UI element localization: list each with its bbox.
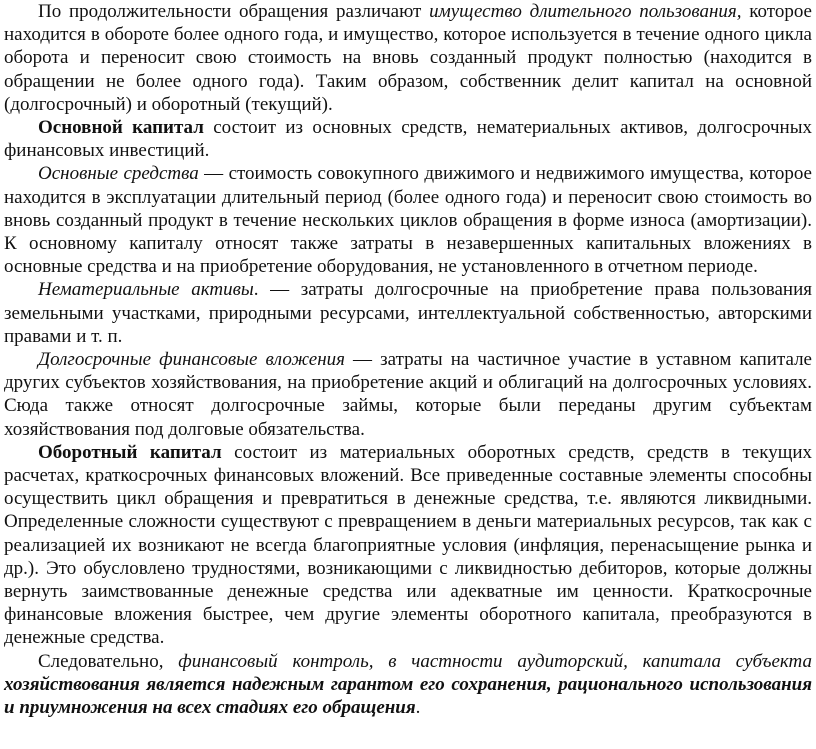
emphasis-financial-control: финансовый контроль, в частности аудиторский, капитала субъекта	[178, 650, 812, 672]
paragraph-duration-of-circulation	[4, 0, 812, 116]
term-working-capital: Оборотный капитал	[38, 441, 222, 463]
text-period: .	[415, 697, 421, 719]
term-fixed-capital: Основной капитал	[38, 117, 204, 139]
term-fixed-assets: Основные средства	[38, 163, 199, 185]
text-intro: Следовательно,	[38, 650, 179, 672]
term-long-term-investments: Долгосрочные финансовые вложения	[38, 349, 345, 371]
paragraph-fixed-capital	[4, 116, 812, 162]
text-intro: По продолжительности обращения различают	[38, 1, 430, 22]
text-body: состоит из материальных оборотных средств, средств в текущих расчетах, краткосрочных финансовых вложений. Все приведенные составные элементы способны осуществить цикл обращения и превратиться в денежные средства, т.е. являются ликвидными. Определенные сложности существуют с превращением в деньги материальных ресурсов, так как с реализацией их возникают не всегда благоприятные условия (инфляция, перенасыщение рынка и др.). Это обусловлено трудностями, возникающими с ликвидностью дебиторов, которые должны вернуть заимствованные денежные средства или адекватные им ценности. Краткосрочные финансовые вложения быстрее, чем другие элементы оборотного капитала, преобразуются в денежные средства.	[4, 441, 813, 649]
term-intangible-assets: Нематериальные активы	[38, 279, 254, 301]
text-body: . — затраты долгосрочные на приобретение права пользования земельными участками, природными ресурсами, интеллектуальной собственностью, авторскими правами и т. п.	[4, 279, 812, 347]
term-long-term-property: имущество длительного пользования,	[429, 1, 742, 22]
text-body: которое находится в обороте более одного года, и имущество, которое используется в течение одного цикла оборота и переносит свою стоимость на вновь созданный продукт полностью (находится в обращении не более одного года). Таким образом, собственник делит капитал на основной (долгосрочный) и оборотный (текущий).	[4, 1, 812, 115]
paragraph-conclusion	[4, 650, 812, 720]
paragraph-intangible-assets	[4, 278, 812, 348]
paragraph-long-term-investments	[4, 348, 812, 441]
paragraph-fixed-assets	[4, 162, 812, 278]
text-body: состоит из основных средств, нематериальных активов, долгосрочных финансовых инвестиций.	[4, 117, 812, 162]
text-body: — стоимость совокупного движимого и недвижимого имущества, которое находится в эксплуатации длительный период (более одного года) и переносит свою стоимость во вновь созданный продукт в течение нескольких циклов обращения в форме износа (амортизации). К основному капиталу относят также затраты в незавершенных капитальных вложениях в основные средства и на приобретение оборудования, не установленного в отчетном периоде.	[4, 163, 812, 278]
emphasis-guarantee: хозяйствования является надежным гарантом его сохранения, рационального использования и приумножения на всех стадиях его обращения	[4, 673, 812, 719]
paragraph-working-capital	[4, 441, 812, 650]
text-body: — затраты на частичное участие в уставном капитале других субъектов хозяйствования, на приобретение акций и облигаций на долгосрочных условиях. Сюда также относят долгосрочные займы, которые были переданы другим субъектам хозяйствования под долговые обязательства.	[4, 349, 812, 440]
